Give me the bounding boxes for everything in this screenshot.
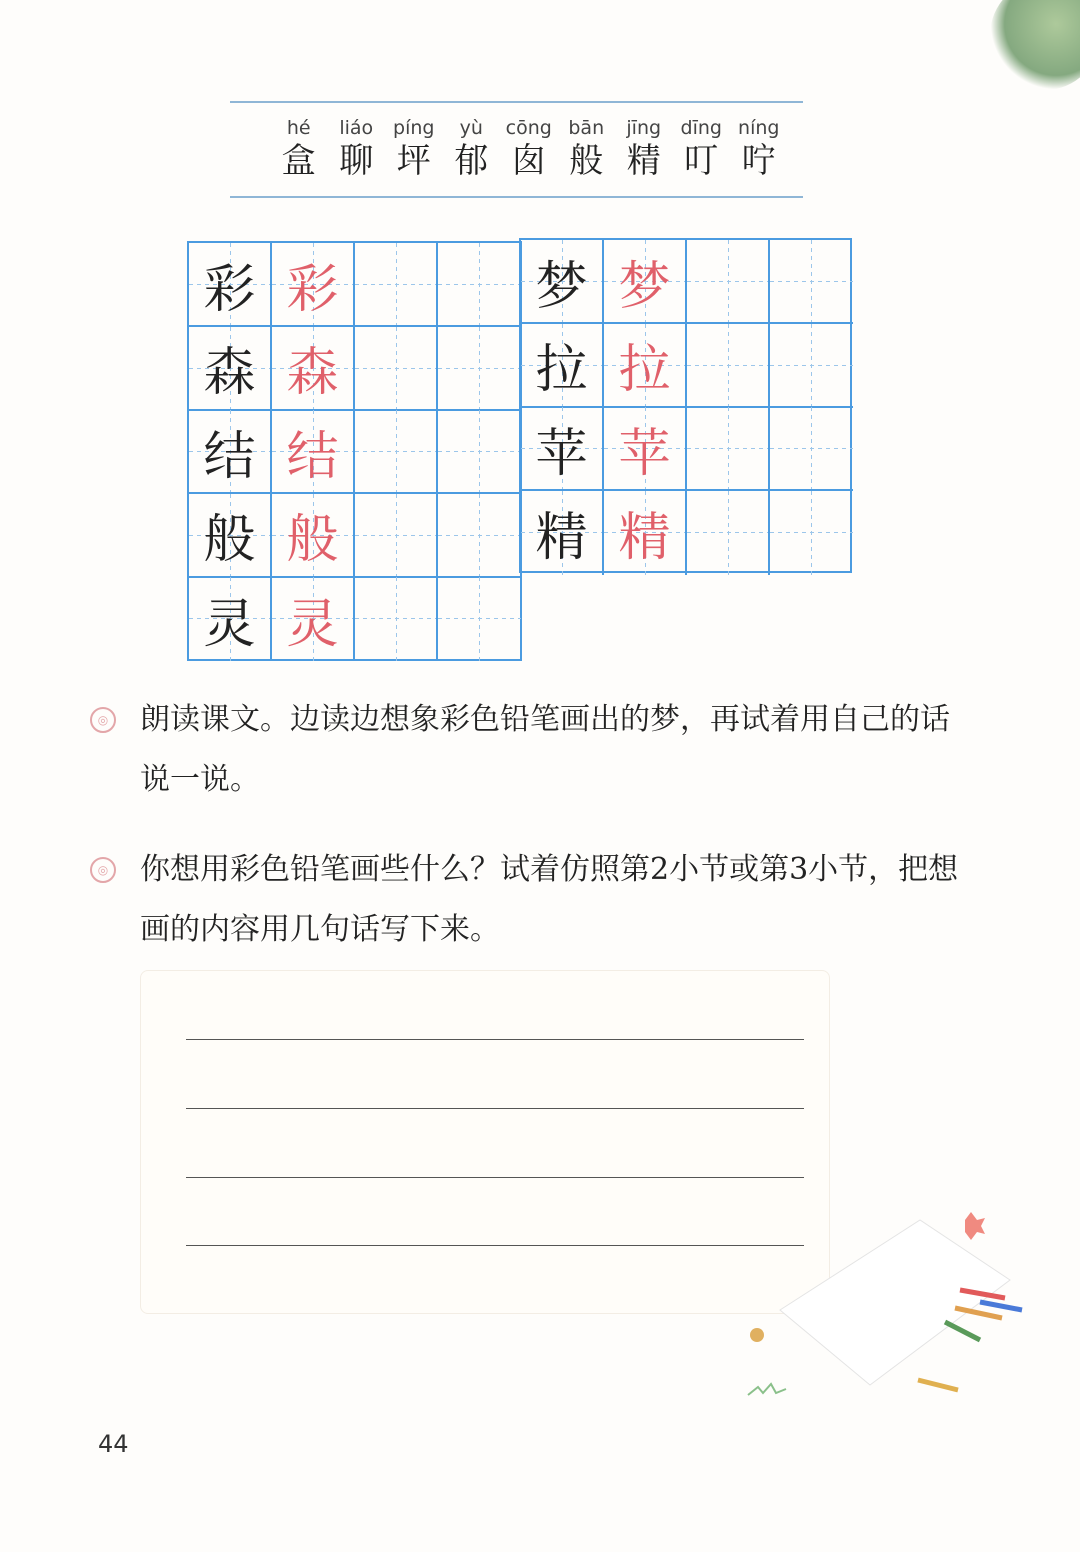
- hanzi: 聊: [339, 141, 374, 181]
- question-2: [90, 840, 970, 960]
- practice-cell[interactable]: [770, 240, 853, 324]
- vocab-word: [615, 117, 673, 179]
- trace-character: 般: [272, 494, 355, 578]
- practice-cell[interactable]: [355, 410, 438, 494]
- pinyin: níng: [738, 117, 780, 139]
- trace-character: 拉: [604, 324, 687, 408]
- trace-character: 彩: [272, 243, 355, 327]
- vocab-word: [385, 117, 443, 179]
- writing-line[interactable]: [186, 1108, 804, 1109]
- pinyin: liáo: [339, 117, 374, 139]
- trace-character: 森: [272, 327, 355, 411]
- model-character: 苹: [521, 407, 604, 491]
- practice-cell[interactable]: [438, 243, 521, 327]
- pinyin: cōng: [505, 117, 552, 139]
- vocab-word: [443, 117, 501, 179]
- practice-cell[interactable]: [438, 577, 521, 661]
- model-character: 森: [189, 327, 272, 411]
- vocab-pinyin-box: [230, 101, 803, 198]
- practice-cell[interactable]: [770, 491, 853, 575]
- model-character: 灵: [189, 577, 272, 661]
- pinyin-row: [270, 117, 788, 179]
- hanzi: 咛: [741, 141, 776, 181]
- vocab-word: [673, 117, 731, 179]
- model-character: 拉: [521, 324, 604, 408]
- writing-grid-left: [187, 241, 522, 661]
- colored-pencils-illustration: [740, 1200, 1060, 1410]
- model-character: 彩: [189, 243, 272, 327]
- practice-cell[interactable]: [438, 494, 521, 578]
- trace-character: 精: [604, 491, 687, 575]
- vocab-word: [558, 117, 616, 179]
- practice-cell[interactable]: [355, 327, 438, 411]
- pinyin: hé: [286, 117, 311, 139]
- writing-grid-right: [519, 238, 852, 573]
- question-text: 你想用彩色铅笔画些什么？试着仿照第2小节或第3小节，把想画的内容用几句话写下来。: [140, 852, 959, 947]
- pinyin: jīng: [626, 117, 662, 139]
- trace-character: 苹: [604, 407, 687, 491]
- practice-cell[interactable]: [438, 327, 521, 411]
- model-character: 梦: [521, 240, 604, 324]
- hanzi: 囱: [511, 141, 546, 181]
- vocab-word: [500, 117, 558, 179]
- hanzi: 郁: [454, 141, 489, 181]
- pinyin: dīng: [680, 117, 722, 139]
- writing-line[interactable]: [186, 1177, 804, 1178]
- trace-character: 梦: [604, 240, 687, 324]
- page-number: 44: [98, 1430, 129, 1458]
- practice-cell[interactable]: [355, 243, 438, 327]
- leaf-decoration: [990, 0, 1080, 90]
- hanzi: 坪: [396, 141, 431, 181]
- practice-cell[interactable]: [355, 494, 438, 578]
- vocab-word: [270, 117, 328, 179]
- practice-cell[interactable]: [355, 577, 438, 661]
- trace-character: 灵: [272, 577, 355, 661]
- hanzi: 般: [569, 141, 604, 181]
- practice-cell[interactable]: [687, 240, 770, 324]
- writing-line[interactable]: [186, 1039, 804, 1040]
- practice-cell[interactable]: [687, 407, 770, 491]
- model-character: 精: [521, 491, 604, 575]
- hanzi: 叮: [684, 141, 719, 181]
- vocab-word: [328, 117, 386, 179]
- pinyin: píng: [393, 117, 435, 139]
- question-text: 朗读课文。边读边想象彩色铅笔画出的梦，再试着用自己的话说一说。: [140, 702, 950, 797]
- trace-character: 结: [272, 410, 355, 494]
- practice-cell[interactable]: [687, 324, 770, 408]
- practice-cell[interactable]: [438, 410, 521, 494]
- question-1: [90, 690, 970, 810]
- practice-cell[interactable]: [770, 324, 853, 408]
- practice-cell[interactable]: [687, 491, 770, 575]
- vocab-word: [730, 117, 788, 179]
- writing-area[interactable]: [140, 970, 830, 1314]
- pinyin: yù: [459, 117, 483, 139]
- question-seal-icon: ◎: [90, 857, 116, 883]
- pinyin: bān: [568, 117, 605, 139]
- model-character: 般: [189, 494, 272, 578]
- hanzi: 精: [626, 141, 661, 181]
- writing-line[interactable]: [186, 1245, 804, 1246]
- question-seal-icon: ◎: [90, 707, 116, 733]
- model-character: 结: [189, 410, 272, 494]
- practice-cell[interactable]: [770, 407, 853, 491]
- hanzi: 盒: [281, 141, 316, 181]
